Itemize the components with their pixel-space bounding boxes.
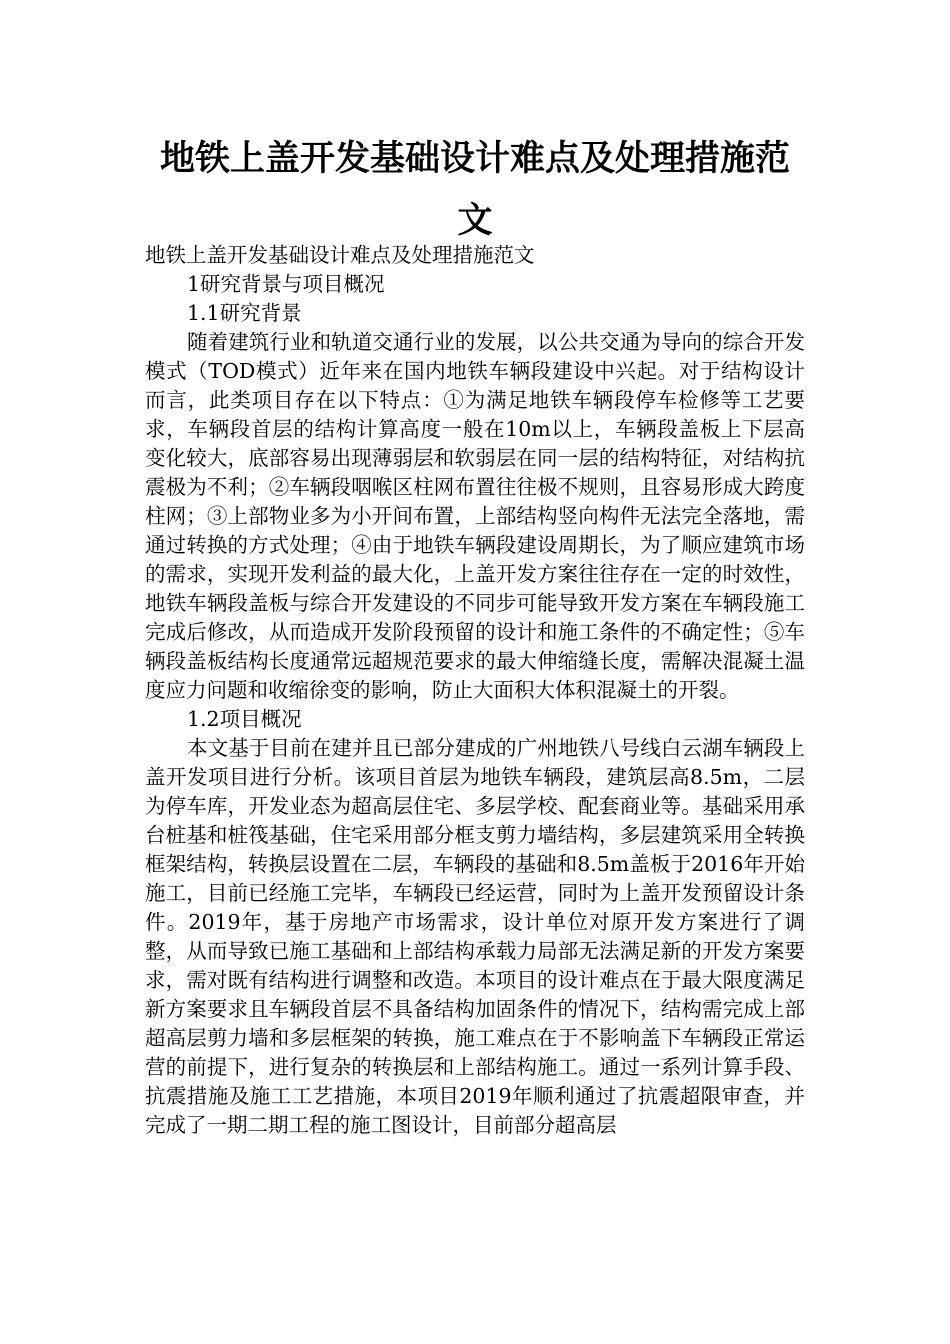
paragraph-project-overview: 本文基于目前在建并且已部分建成的广州地铁八号线白云湖车辆段上盖开发项目进行分析。该项目首层为地铁车辆段，建筑层高8.5m，二层为停车库，开发业态为超高层住宅、多层学校、配套商业等。基础采用承台桩基和桩筏基础，住宅采用部分框支剪力墙结构，多层建筑采用全转换框架结构，转换层设置在二层，车辆段的基础和8.5m盖板于2016年开始施工，目前已经施工完毕，车辆段已经运营，同时为上盖开发预留设计条件。2019年，基于房地产市场需求，设计单位对原开发方案进行了调整，从而导致已施工基础和上部结构承载力局部无法满足新的开发方案要求，需对既有结构进行调整和改造。本项目的设计难点在于最大限度满足新方案要求且车辆段首层不具备结构加固条件的情况下，结构需完成上部超高层剪力墙和多层框架的转换，施工难点在于不影响盖下车辆段正常运营的前提下，进行复杂的转换层和上部结构施工。通过一系列计算手段、抗震措施及施工工艺措施，本项目2019年顺利通过了抗震超限审查，并完成了一期二期工程的施工图设计，目前部分超高层 bbox=[145, 736, 805, 1137]
section-heading-1-2: 1.2项目概况 bbox=[187, 707, 302, 731]
paragraph-research-background: 随着建筑行业和轨道交通行业的发展，以公共交通为导向的综合开发模式（TOD模式）近年来在国内地铁车辆段建设中兴起。对于结构设计而言，此类项目存在以下特点：①为满足地铁车辆段停车检修等工艺要求，车辆段首层的结构计算高度一般在10m以上，车辆段盖板上下层高变化较大，底部容易出现薄弱层和软弱层在同一层的结构特征，对结构抗震极为不利；②车辆段咽喉区柱网布置往往极不规则，且容易形成大跨度柱网；③上部物业多为小开间布置，上部结构竖向构件无法完全落地，需通过转换的方式处理；④由于地铁车辆段建设周期长，为了顺应建筑市场的需求，实现开发利益的最大化，上盖开发方案往往存在一定的时效性，地铁车辆段盖板与综合开发建设的不同步可能导致开发方案在车辆段施工完成后修改，从而造成开发阶段预留的设计和施工条件的不确定性；⑤车辆段盖板结构长度通常远超规范要求的最大伸缩缝长度，需解决混凝土温度应力问题和收缩徐变的影响，防止大面积大体积混凝土的开裂。 bbox=[145, 330, 805, 702]
section-heading-1: 1研究背景与项目概况 bbox=[187, 272, 385, 296]
document-title: 地铁上盖开发基础设计难点及处理措施范文 bbox=[159, 139, 790, 241]
section-heading-1-1: 1.1研究背景 bbox=[187, 301, 302, 325]
document-subtitle: 地铁上盖开发基础设计难点及处理措施范文 bbox=[145, 243, 535, 267]
document-body bbox=[145, 241, 805, 1140]
